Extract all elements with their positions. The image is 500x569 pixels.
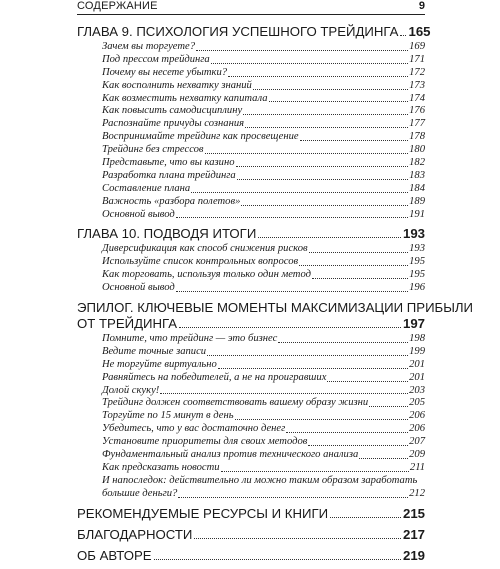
dot-leader xyxy=(207,355,408,356)
dot-leader xyxy=(243,114,408,115)
toc-item-page-number: 201 xyxy=(409,358,425,370)
chapter-page-number: 165 xyxy=(408,24,431,39)
dot-leader xyxy=(359,458,408,459)
dot-leader xyxy=(191,192,408,193)
toc-item-page-number: 183 xyxy=(409,169,425,181)
toc-item-page-number: 191 xyxy=(409,208,425,220)
toc-item-page-number: 206 xyxy=(409,410,425,422)
dot-leader xyxy=(205,153,409,154)
chapter-title: БЛАГОДАРНОСТИ xyxy=(77,526,193,542)
table-of-contents xyxy=(77,24,474,569)
dot-leader xyxy=(194,538,401,539)
toc-item[interactable] xyxy=(102,410,425,423)
toc-item-page-number: 176 xyxy=(409,105,425,117)
dot-leader xyxy=(178,497,408,498)
toc-chapter xyxy=(77,226,425,295)
toc-item-title: Торгуйте по 15 минут в день xyxy=(102,410,234,422)
dot-leader xyxy=(278,342,408,343)
running-head-title: СОДЕРЖАНИЕ xyxy=(77,0,158,12)
toc-item[interactable] xyxy=(102,385,425,398)
toc-item-page-number: 195 xyxy=(409,269,425,281)
dot-leader xyxy=(235,419,409,420)
chapter-page-number: 219 xyxy=(402,547,425,563)
toc-item[interactable] xyxy=(102,183,425,196)
dot-leader xyxy=(253,89,408,90)
toc-item-page-number: 195 xyxy=(409,256,425,268)
chapter-title: ОТ ТРЕЙДИНГА xyxy=(77,316,178,332)
chapter-page-number: 197 xyxy=(402,316,425,332)
dot-leader xyxy=(221,471,409,472)
toc-chapter xyxy=(77,506,425,522)
toc-chapter xyxy=(77,527,425,543)
dot-leader xyxy=(300,140,408,141)
toc-item-title: Как повысить самодисциплину xyxy=(102,105,243,117)
dot-leader xyxy=(269,101,409,102)
toc-item[interactable] xyxy=(102,436,425,449)
chapter-page-number: 215 xyxy=(402,505,425,521)
toc-item[interactable] xyxy=(102,282,425,295)
toc-item[interactable] xyxy=(102,67,425,80)
toc-item[interactable] xyxy=(102,209,425,222)
toc-chapter-row[interactable] xyxy=(77,527,425,543)
toc-item-title: Равняйтесь на победителей, а не на проигравших xyxy=(102,371,327,383)
dot-leader xyxy=(400,35,406,36)
chapter-title: РЕКОМЕНДУЕМЫЕ РЕСУРСЫ И КНИГИ xyxy=(77,505,329,521)
toc-item-title: Основной вывод xyxy=(102,282,175,294)
toc-section-list xyxy=(77,242,425,295)
toc-item-title: Используйте список контрольных вопросов xyxy=(102,256,299,268)
toc-chapter xyxy=(77,300,474,501)
dot-leader xyxy=(330,517,401,518)
dot-leader xyxy=(286,432,408,433)
toc-item-page-number: 180 xyxy=(409,144,425,156)
toc-item[interactable] xyxy=(102,269,425,282)
toc-item-page-number: 201 xyxy=(409,371,425,383)
dot-leader xyxy=(179,327,401,328)
dot-leader xyxy=(160,393,408,394)
toc-item-page-number: 198 xyxy=(409,333,425,345)
toc-item[interactable] xyxy=(102,131,425,144)
dot-leader xyxy=(218,368,408,369)
dot-leader xyxy=(176,291,408,292)
toc-chapter xyxy=(77,548,425,564)
toc-item-page-number: 172 xyxy=(409,66,425,78)
chapter-title: ГЛАВА 10. ПОДВОДЯ ИТОГИ xyxy=(77,226,257,242)
toc-item-title-line: И напоследок: действительно ли можно таким образом заработать xyxy=(102,474,418,486)
toc-item-title: Трейдинг без стрессов xyxy=(102,144,204,156)
toc-section-list xyxy=(77,40,425,221)
toc-chapter-row[interactable] xyxy=(77,226,425,242)
toc-item-title: Основной вывод xyxy=(102,208,175,220)
toc-item-page-number: 211 xyxy=(409,461,425,473)
chapter-page-number: 217 xyxy=(402,526,425,542)
toc-item-title: Фундаментальный анализ против технического анализа xyxy=(102,449,359,461)
dot-leader xyxy=(245,127,408,128)
toc-item[interactable] xyxy=(102,118,425,131)
toc-item-title: Представьте, что вы казино xyxy=(102,157,235,168)
toc-chapter-row[interactable] xyxy=(77,24,431,40)
toc-item-page-number: 203 xyxy=(409,384,425,396)
toc-item-page-number: 189 xyxy=(409,195,425,207)
toc-item-page-number: 169 xyxy=(409,40,425,52)
toc-item[interactable] xyxy=(102,105,425,118)
toc-item[interactable] xyxy=(102,359,425,372)
dot-leader xyxy=(258,237,401,238)
toc-item[interactable] xyxy=(102,256,425,269)
page-number: 9 xyxy=(418,0,425,12)
toc-item-page-number: 178 xyxy=(409,131,425,143)
toc-item[interactable] xyxy=(102,449,425,462)
toc-item[interactable] xyxy=(102,41,425,54)
toc-item-title: Диверсификация как способ снижения рисков xyxy=(102,243,308,255)
toc-item-page-number: 205 xyxy=(409,397,425,409)
toc-item-title: Установите приоритеты для своих методов xyxy=(102,436,308,448)
toc-item[interactable] xyxy=(102,488,425,501)
toc-item-page-number: 199 xyxy=(409,345,425,357)
dot-leader xyxy=(308,445,408,446)
header-rule xyxy=(77,14,425,15)
dot-leader xyxy=(176,217,408,218)
toc-item-page-number: 193 xyxy=(409,243,425,255)
toc-item[interactable] xyxy=(102,54,425,67)
dot-leader xyxy=(369,406,408,407)
dot-leader xyxy=(241,205,408,206)
toc-item-title: Ведите точные записи xyxy=(102,345,207,357)
toc-item-page-number: 212 xyxy=(409,487,425,499)
dot-leader xyxy=(312,278,408,279)
toc-item-page-number: 182 xyxy=(409,157,425,168)
toc-item-page-number: 207 xyxy=(409,436,425,448)
toc-item-title: Не торгуйте виртуально xyxy=(102,358,217,370)
chapter-page-number: 193 xyxy=(402,226,425,242)
toc-item-title: Распознайте причуды сознания xyxy=(102,118,245,130)
toc-item[interactable] xyxy=(102,423,425,436)
toc-item-title: Трейдинг должен соответствовать вашему образу жизни xyxy=(102,397,369,409)
toc-item[interactable] xyxy=(102,243,425,256)
toc-item-title: Как предсказать новости xyxy=(102,461,220,473)
toc-item-title: Зачем вы торгуете? xyxy=(102,40,196,52)
chapter-title-line: ЭПИЛОГ. КЛЮЧЕВЫЕ МОМЕНТЫ МАКСИМИЗАЦИИ ПРИБЫЛИ xyxy=(77,300,474,316)
toc-item-title: Воспринимайте трейдинг как просвещение xyxy=(102,131,299,143)
dot-leader xyxy=(236,166,409,167)
toc-item-title: Почему вы несете убытки? xyxy=(102,66,228,78)
toc-item[interactable] xyxy=(102,346,425,359)
toc-item-title: Под прессом трейдинга xyxy=(102,53,210,65)
toc-item-page-number: 177 xyxy=(409,118,425,130)
dot-leader xyxy=(228,76,408,77)
toc-item-title: Составление плана xyxy=(102,182,191,194)
dot-leader xyxy=(211,63,408,64)
toc-item-page-number: 174 xyxy=(409,92,425,104)
toc-item-page-number: 184 xyxy=(409,182,425,194)
toc-item[interactable] xyxy=(102,333,425,346)
toc-item-page-number: 173 xyxy=(409,79,425,91)
toc-item[interactable] xyxy=(102,397,425,410)
toc-item-title: Как восполнить нехватку знаний xyxy=(102,79,252,91)
toc-item-page-number: 196 xyxy=(409,282,425,294)
toc-item[interactable] xyxy=(102,462,425,475)
toc-item[interactable] xyxy=(102,196,425,209)
dot-leader xyxy=(327,381,408,382)
running-head xyxy=(77,0,425,15)
chapter-title: ГЛАВА 9. ПСИХОЛОГИЯ УСПЕШНОГО ТРЕЙДИНГА xyxy=(77,24,399,39)
toc-item-title: Как возместить нехватку капитала xyxy=(102,92,268,104)
toc-item-title: Долой скуку! xyxy=(102,384,160,396)
chapter-title: ОБ АВТОРЕ xyxy=(77,547,152,563)
toc-chapter xyxy=(77,24,431,221)
toc-chapter-row[interactable] xyxy=(77,548,425,564)
toc-item[interactable] xyxy=(102,144,425,157)
toc-item-title: большие деньги? xyxy=(102,487,178,499)
toc-item[interactable] xyxy=(102,170,425,183)
toc-item-title: Важность «разбора полетов» xyxy=(102,195,241,207)
toc-section-list xyxy=(77,332,425,501)
dot-leader xyxy=(309,252,409,253)
dot-leader xyxy=(237,179,408,180)
toc-chapter-row[interactable] xyxy=(77,316,425,332)
toc-item[interactable] xyxy=(102,80,425,93)
toc-item-title: Как торговать, используя только один метод xyxy=(102,269,311,281)
toc-item-page-number: 206 xyxy=(409,423,425,435)
toc-item-page-number: 171 xyxy=(409,53,425,65)
toc-item-page-number: 209 xyxy=(409,449,425,461)
toc-chapter-row[interactable] xyxy=(77,506,425,522)
toc-item[interactable] xyxy=(102,93,425,106)
dot-leader xyxy=(154,559,401,560)
dot-leader xyxy=(299,265,408,266)
toc-item-title: Разработка плана трейдинга xyxy=(102,169,236,181)
toc-item[interactable] xyxy=(102,157,425,170)
dot-leader xyxy=(196,50,408,51)
toc-item[interactable] xyxy=(102,372,425,385)
toc-item-title: Убедитесь, что у вас достаточно денег xyxy=(102,423,286,435)
toc-item-title: Помните, что трейдинг — это бизнес xyxy=(102,333,278,345)
